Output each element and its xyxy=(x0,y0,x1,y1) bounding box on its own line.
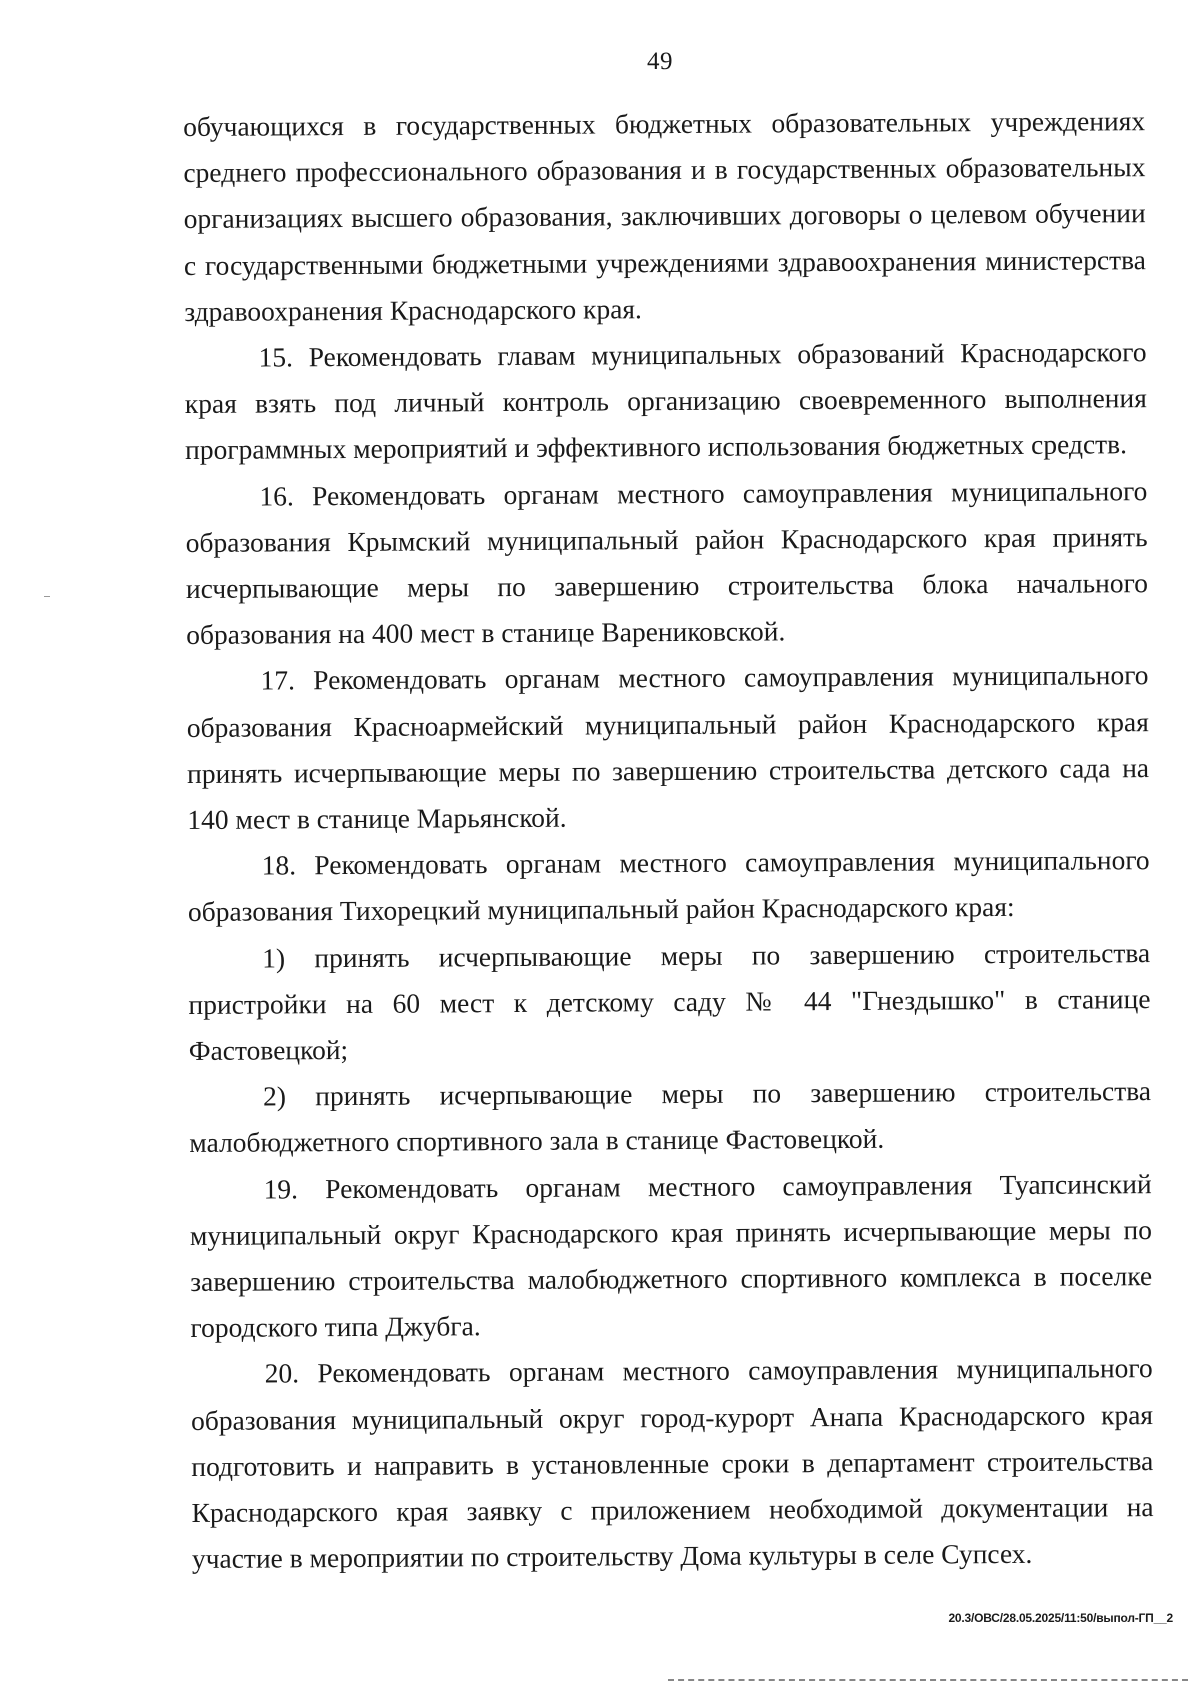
paragraph-item-19: 19. Рекомендовать органам местного самоуправления Туапсинский муниципальный округ Краснодарского края принять исчерпывающие меры по завершению строительства малобюджетного спортивного комплекса в поселке городского типа Джубга. xyxy=(189,1167,1153,1344)
paragraph-item-20: 20. Рекомендовать органам местного самоуправления муниципального образования муниципальный округ город-курорт Анапа Краснодарского края подготовить и направить в установленные сроки в департамент строительства Краснодарского края заявку с приложением необходимой документации на участие в мероприятии по строительству Дома культуры в селе Супсех. xyxy=(190,1352,1154,1575)
page-number: 49 xyxy=(647,48,673,75)
scan-artifact-mark xyxy=(44,596,50,597)
document-body xyxy=(183,98,1154,1582)
paragraph-subitem-18-1: 1) принять исчерпывающие меры по завершению строительства пристройки на 60 мест к детскому саду № 44 "Гнездышко" в станице Фастовецкой; xyxy=(188,936,1151,1067)
footer-registration-stamp: 20.3/ОВС/28.05.2025/11:50/выпол-ГП__2 xyxy=(948,1611,1173,1625)
paragraph-continuation: обучающихся в государственных бюджетных образовательных учреждениях среднего профессионального образования и в государственных образовательных организациях высшего образования, заключивших договоры о целевом обучении с государственными бюджетными учреждениями здравоохранения министерства здравоохранения Краснодарского края. xyxy=(183,105,1147,327)
paragraph-item-17: 17. Рекомендовать органам местного самоуправления муниципального образования Красноармейский муниципальный район Краснодарского края принять исчерпывающие меры по завершению строительства детского сада на 140 мест в станице Марьянской. xyxy=(186,659,1150,836)
scan-edge-line xyxy=(668,1679,1188,1683)
paragraph-subitem-18-2: 2) принять исчерпывающие меры по завершению строительства малобюджетного спортивного зала в станице Фастовецкой. xyxy=(189,1075,1152,1159)
paragraph-item-15: 15. Рекомендовать главам муниципальных образований Краснодарского края взять под личный контроль организацию своевременного выполнения программных мероприятий и эффективного использования бюджетных средств. xyxy=(184,336,1147,466)
paragraph-item-18: 18. Рекомендовать органам местного самоуправления муниципального образования Тихорецкий муниципальный район Краснодарского края: xyxy=(187,844,1150,928)
paragraph-item-16: 16. Рекомендовать органам местного самоуправления муниципального образования Крымский муниципальный район Краснодарского края принять исчерпывающие меры по завершению строительства блока начального образования на 400 мест в станице Варениковской. xyxy=(185,474,1149,651)
